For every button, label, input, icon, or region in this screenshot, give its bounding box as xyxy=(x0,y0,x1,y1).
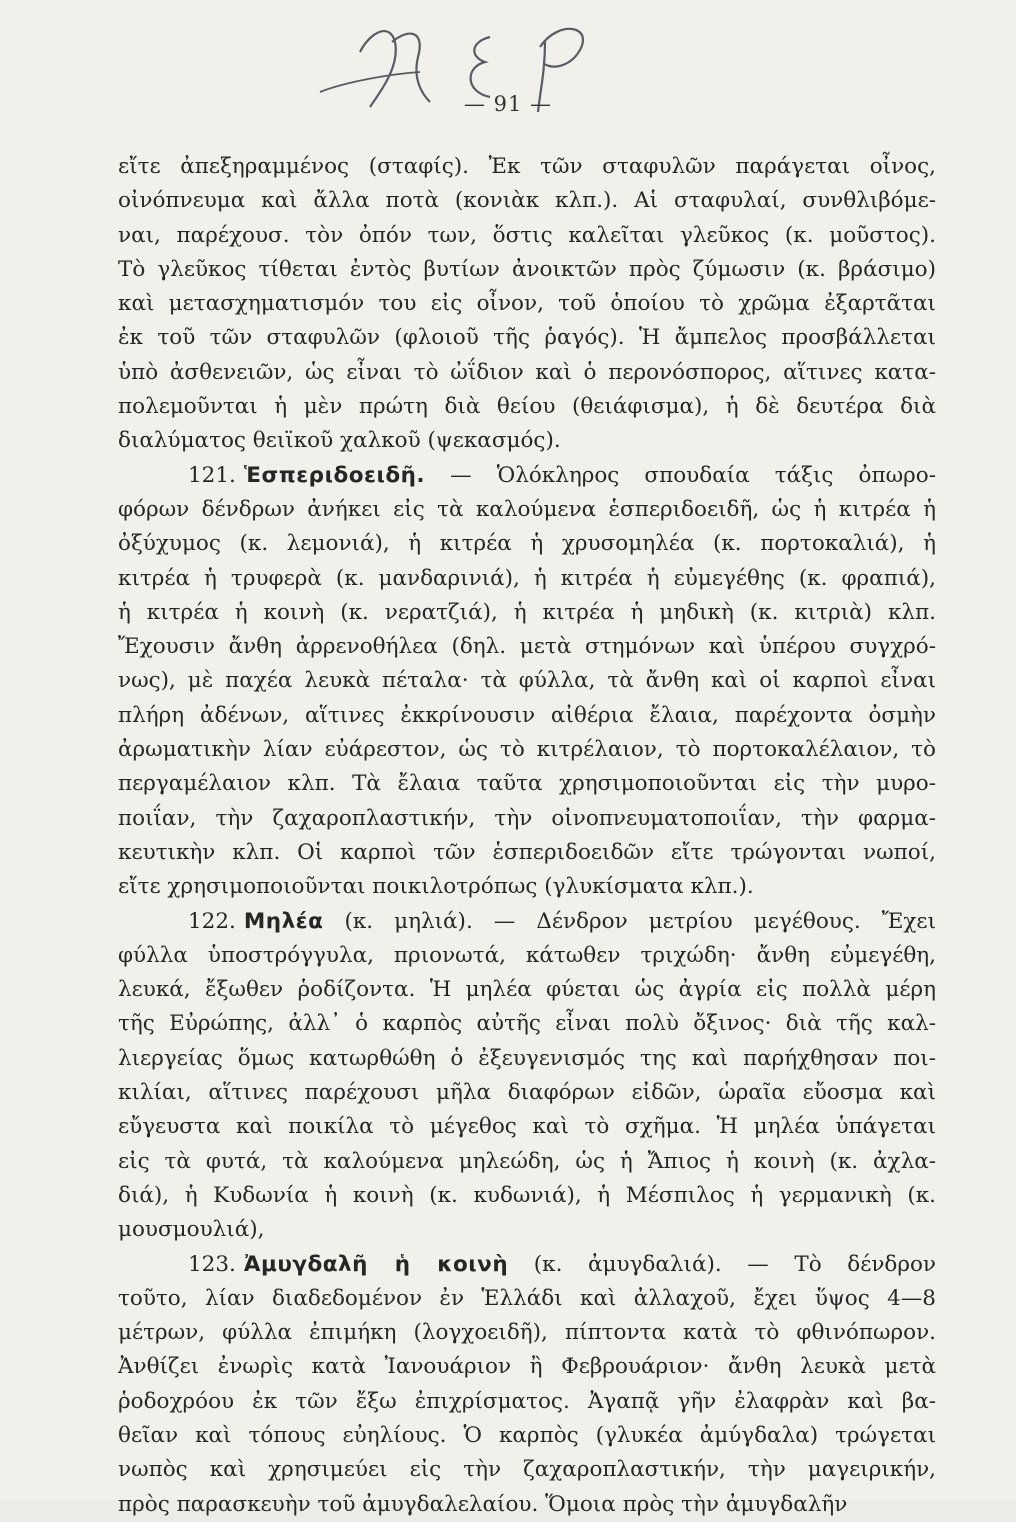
line-text: νως), μὲ παχέα λευκὰ πέταλα· τὰ φύλλα, τὰ ἄνθη καὶ οἱ καρποὶ εἶναι xyxy=(118,668,936,694)
line-text: — Ὁλόκληρος σπουδαία τάξις ὀπωρο- xyxy=(450,462,936,488)
page-number: — 91 — xyxy=(463,92,553,116)
line-text: (κ. ἀμυγδαλιά). — Τὸ δένδρον xyxy=(533,1251,936,1277)
line-text: ἡ κιτρέα ἡ κοινὴ (κ. νερατζιά), ἡ κιτρέα ἡ μηδικὴ (κ. κιτριὰ) κλπ. xyxy=(118,599,936,625)
text-line xyxy=(118,767,936,801)
body-text xyxy=(118,150,936,1522)
section-number: 123. xyxy=(188,1251,236,1277)
line-text: κιλίαι, αἵτινες παρέχουσι μῆλα διαφόρων εἰδῶν, ὡραῖα εὔοσμα καὶ xyxy=(118,1080,936,1106)
text-line xyxy=(118,802,936,836)
line-text: μέτρων, φύλλα ἐπιμήκη (λογχοειδῆ), πίπτοντα κατὰ τὸ φθινόπωρον. xyxy=(118,1320,936,1346)
text-line xyxy=(118,253,936,287)
text-line xyxy=(118,150,936,184)
text-line xyxy=(118,321,936,355)
text-line xyxy=(118,1282,936,1316)
line-text: λευκά, ἔξωθεν ῥοδίζοντα. Ἡ μηλέα φύεται ὡς ἀγρία εἰς πολλὰ μέρη xyxy=(118,977,936,1003)
line-text: διαλύματος θειϊκοῦ χαλκοῦ (ψεκασμός). xyxy=(118,428,561,454)
text-line xyxy=(118,699,936,733)
text-line xyxy=(118,1213,936,1247)
line-text: ναι, παρέχουσ. τὸν ὀπόν των, ὅστις καλεῖται γλεῦκος (κ. μοῦστος). xyxy=(118,222,936,248)
line-text: τῆς Εὐρώπης, ἀλλ᾽ ὁ καρπὸς αὐτῆς εἶναι πολὺ ὄξινος· διὰ τῆς καλ- xyxy=(118,1011,936,1037)
line-text: (κ. μηλιά). — Δένδρον μετρίου μεγέθους. Ἔχει xyxy=(344,908,936,934)
line-text: εἴτε ἀπεξηραμμένος (σταφίς). Ἐκ τῶν σταφυλῶν παράγεται οἶνος, xyxy=(118,154,936,179)
text-line xyxy=(118,424,936,458)
text-line xyxy=(118,630,936,664)
section-heading: Ἀμυγδαλῆ ἡ κοινὴ xyxy=(243,1251,509,1277)
text-line xyxy=(118,1042,936,1076)
text-line xyxy=(118,836,936,870)
text-line xyxy=(118,870,936,904)
text-line xyxy=(118,939,936,973)
line-text: ἀρωματικὴν λίαν εὐάρεστον, ὡς τὸ κιτρέλαιον, τὸ πορτοκαλέλαιον, τὸ xyxy=(118,737,936,763)
section-heading: Ἑσπεριδοειδῆ. xyxy=(243,462,426,488)
line-text: νωπὸς καὶ χρησιμεύει εἰς τὴν ζαχαροπλαστικήν, τὴν μαγειρικήν, xyxy=(118,1457,936,1483)
line-text: λιεργείας ὅμως κατωρθώθη ὁ ἐξευγενισμός της καὶ παρήχθησαν ποι- xyxy=(118,1045,936,1071)
line-text: πρὸς παρασκευὴν τοῦ ἀμυγδαλελαίου. Ὅμοια πρὸς τὴν ἀμυγδαλῆν xyxy=(118,1491,848,1517)
line-text: Ἔχουσιν ἄνθη ἀρρενοθήλεα (δηλ. μετὰ στημόνων καὶ ὑπέρου συγχρό- xyxy=(118,634,936,660)
line-text: καὶ μετασχηματισμόν του εἰς οἶνον, τοῦ ὁποίου τὸ χρῶμα ἐξαρτᾶται xyxy=(118,291,936,317)
text-line xyxy=(118,1316,936,1350)
text-line xyxy=(118,390,936,424)
text-line xyxy=(118,1110,936,1144)
line-text: εὔγευστα καὶ ποικίλα τὸ μέγεθος καὶ τὸ σχῆμα. Ἡ μηλέα ὑπάγεται xyxy=(118,1114,936,1140)
line-text: μουσμουλιά), xyxy=(118,1217,265,1243)
section-number: 121. xyxy=(188,462,236,488)
text-line xyxy=(118,664,936,698)
section-number: 122. xyxy=(188,908,236,934)
line-text: οἰνόπνευμα καὶ ἄλλα ποτὰ (κονιὰκ κλπ.). Αἱ σταφυλαί, συνθλιβόμε- xyxy=(118,188,936,214)
line-text: ποιΐαν, τὴν ζαχαροπλαστικήν, τὴν οἰνοπνευματοποιΐαν, τὴν φαρμα- xyxy=(118,805,936,831)
text-line xyxy=(118,596,936,630)
text-line xyxy=(118,1385,936,1419)
line-text: θεῖαν καὶ τόπους εὐηλίους. Ὁ καρπὸς (γλυκέα ἀμύγδαλα) τρώγεται xyxy=(118,1422,936,1448)
line-text: κευτικὴν κλπ. Οἱ καρποὶ τῶν ἑσπεριδοειδῶν εἴτε τρώγονται νωποί, xyxy=(118,839,936,865)
text-line xyxy=(118,973,936,1007)
text-line xyxy=(118,459,936,493)
text-line xyxy=(118,905,936,939)
line-text: ῥοδοχρόου ἐκ τῶν ἔξω ἐπιχρίσματος. Ἀγαπᾷ γῆν ἐλαφρὰν καὶ βα- xyxy=(118,1388,936,1414)
text-line xyxy=(118,527,936,561)
line-text: διά), ἡ Κυδωνία ἡ κοινὴ (κ. κυδωνιά), ἡ Μέσπιλος ἡ γερμανικὴ (κ. xyxy=(118,1182,936,1208)
text-line xyxy=(118,219,936,253)
line-text: τοῦτο, λίαν διαδεδομένον ἐν Ἑλλάδι καὶ ἀλλαχοῦ, ἔχει ὕψος 4—8 xyxy=(118,1285,936,1311)
text-line xyxy=(118,1248,936,1282)
line-text: φύλλα ὑποστρόγγυλα, πριονωτά, κάτωθεν τριχώδη· ἄνθη εὐμεγέθη, xyxy=(118,942,936,968)
text-line xyxy=(118,356,936,390)
line-text: πολεμοῦνται ἡ μὲν πρώτη διὰ θείου (θειάφισμα), ἡ δὲ δευτέρα διὰ xyxy=(118,394,936,420)
line-text: ὑπὸ ἀσθενειῶν, ὡς εἶναι τὸ ὠΐδιον καὶ ὁ περονόσπορος, αἵτινες κατα- xyxy=(118,359,936,385)
line-text: πλήρη ἀδένων, αἵτινες ἐκκρίνουσιν αἰθέρια ἔλαια, παρέχοντα ὀσμὴν xyxy=(118,702,936,728)
text-line xyxy=(118,287,936,321)
text-line xyxy=(118,1488,936,1522)
text-line xyxy=(118,1145,936,1179)
line-text: κιτρέα ἡ τρυφερὰ (κ. μανδαρινιά), ἡ κιτρέα ἡ εὐμεγέθης (κ. φραπιά), xyxy=(118,565,936,591)
line-text: Ἀνθίζει ἐνωρὶς κατὰ Ἰανουάριον ἢ Φεβρουάριον· ἄνθη λευκὰ μετὰ xyxy=(118,1354,936,1380)
line-text: εἰς τὰ φυτά, τὰ καλούμενα μηλεώδη, ὡς ἡ Ἄπιος ἡ κοινὴ (κ. ἀχλα- xyxy=(118,1148,936,1174)
text-line xyxy=(118,1007,936,1041)
text-line xyxy=(118,1453,936,1487)
line-text: φόρων δένδρων ἀνήκει εἰς τὰ καλούμενα ἑσπεριδοειδῆ, ὡς ἡ κιτρέα ἡ xyxy=(118,496,936,522)
text-line xyxy=(118,184,936,218)
text-line xyxy=(118,733,936,767)
text-line xyxy=(118,1179,936,1213)
line-text: Τὸ γλεῦκος τίθεται ἐντὸς βυτίων ἀνοικτῶν πρὸς ζύμωσιν (κ. βράσιμο) xyxy=(118,256,936,282)
line-text: ἐκ τοῦ τῶν σταφυλῶν (φλοιοῦ τῆς ῥαγός). Ἡ ἄμπελος προσβάλλεται xyxy=(118,325,936,351)
text-line xyxy=(118,562,936,596)
text-line xyxy=(118,1076,936,1110)
text-line xyxy=(118,1350,936,1384)
section-heading: Μηλέα xyxy=(243,908,324,934)
text-line xyxy=(118,493,936,527)
line-text: ὀξύχυμος (κ. λεμονιά), ἡ κιτρέα ἡ χρυσομηλέα (κ. πορτοκαλιά), ἡ xyxy=(118,531,936,557)
line-text: εἴτε χρησιμοποιοῦνται ποικιλοτρόπως (γλυκίσματα κλπ.). xyxy=(118,874,754,900)
text-line xyxy=(118,1419,936,1453)
line-text: περγαμέλαιον κλπ. Τὰ ἔλαια ταῦτα χρησιμοποιοῦνται εἰς τὴν μυρο- xyxy=(118,771,936,797)
